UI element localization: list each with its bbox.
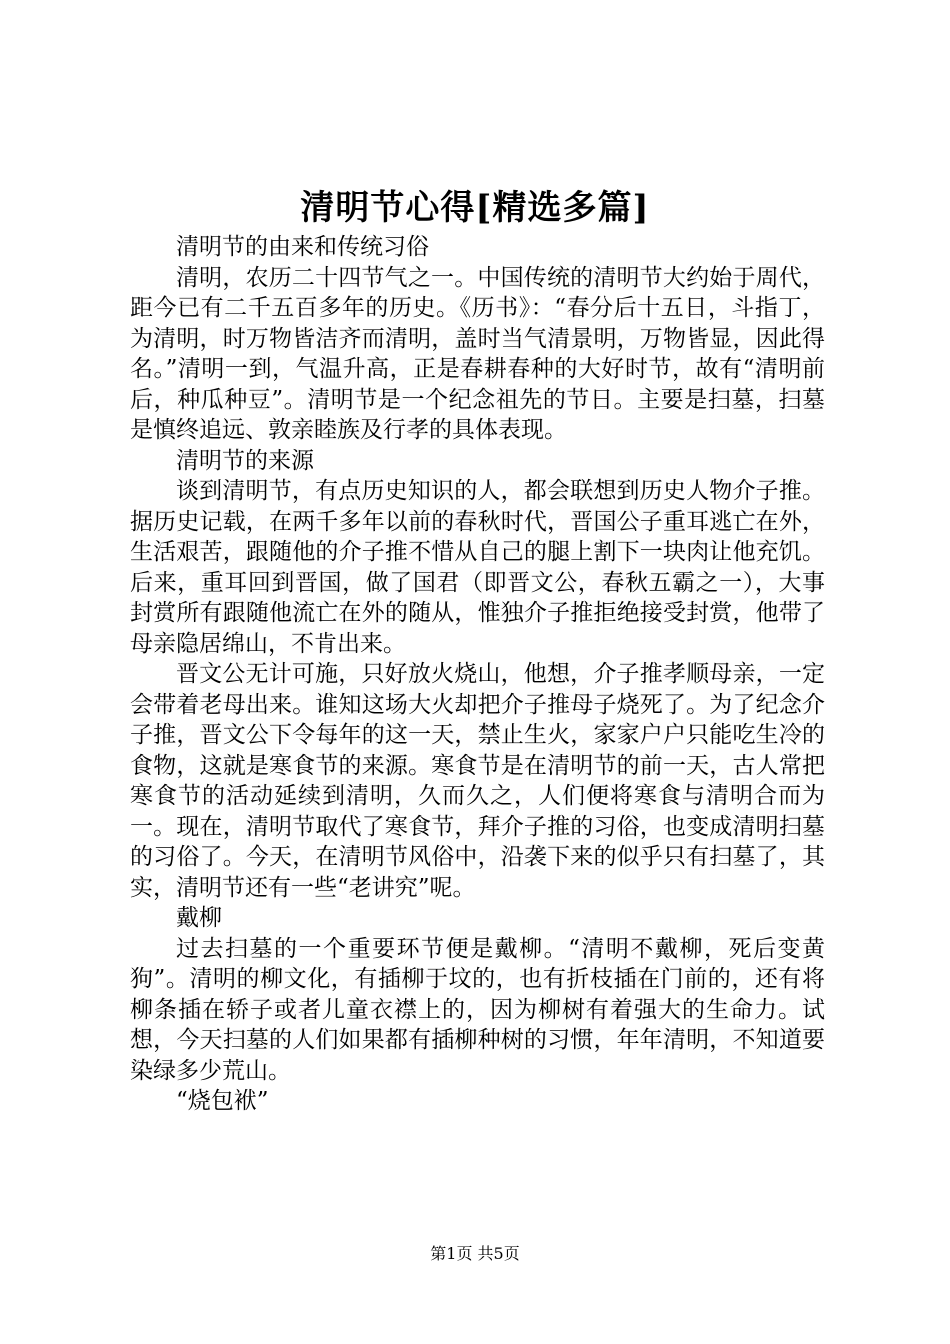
document-title: 清明节心得[精选多篇] xyxy=(300,188,650,228)
paragraph: 过去扫墓的一个重要环节便是戴柳。“清明不戴柳，死后变黄狗”。清明的柳文化，有插柳于坟的，也有折枝插在门前的，还有将柳条插在轿子或者儿童衣襟上的，因为柳树有着强大的生命力。试想，今天扫墓的人们如果都有插柳种树的习惯，年年清明，不知道要染绿多少荒山。 xyxy=(130,935,825,1084)
document-body xyxy=(130,232,825,1117)
section-heading: “烧包袱” xyxy=(176,1088,269,1114)
paragraph: 清明，农历二十四节气之一。中国传统的清明节大约始于周代，距今已有二千五百多年的历史。《历书》：“春分后十五日，斗指丁，为清明，时万物皆洁齐而清明，盖时当气清景明，万物皆显，因此得名。”清明一到，气温升高，正是春耕春种的大好时节，故有“清明前后，种瓜种豆”。清明节是一个纪念祖先的节日。主要是扫墓，扫墓是慎终追远、敦亲睦族及行孝的具体表现。 xyxy=(130,264,825,443)
page-footer: 第1页 共5页 xyxy=(430,1244,520,1263)
section-heading: 戴柳 xyxy=(176,905,222,931)
section-heading: 清明节的来源 xyxy=(176,447,314,474)
paragraph: 晋文公无计可施，只好放火烧山，他想，介子推孝顺母亲，一定会带着老母出来。谁知这场大火却把介子推母子烧死了。为了纪念介子推，晋文公下令每年的这一天，禁止生火，家家户户只能吃生冷的食物，这就是寒食节的来源。寒食节是在清明节的前一天，古人常把寒食节的活动延续到清明，久而久之，人们便将寒食与清明合而为一。现在，清明节取代了寒食节，拜介子推的习俗，也变成清明扫墓的习俗了。今天，在清明节风俗中，沿袭下来的似乎只有扫墓了，其实，清明节还有一些“老讲究”呢。 xyxy=(130,661,825,901)
paragraph: 谈到清明节，有点历史知识的人，都会联想到历史人物介子推。据历史记载，在两千多年以前的春秋时代，晋国公子重耳逃亡在外，生活艰苦，跟随他的介子推不惜从自己的腿上割下一块肉让他充饥。后来，重耳回到晋国，做了国君（即晋文公，春秋五霸之一），大事封赏所有跟随他流亡在外的随从，惟独介子推拒绝接受封赏，他带了母亲隐居绵山，不肯出来。 xyxy=(130,478,825,657)
section-heading: 清明节的由来和传统习俗 xyxy=(176,234,429,260)
